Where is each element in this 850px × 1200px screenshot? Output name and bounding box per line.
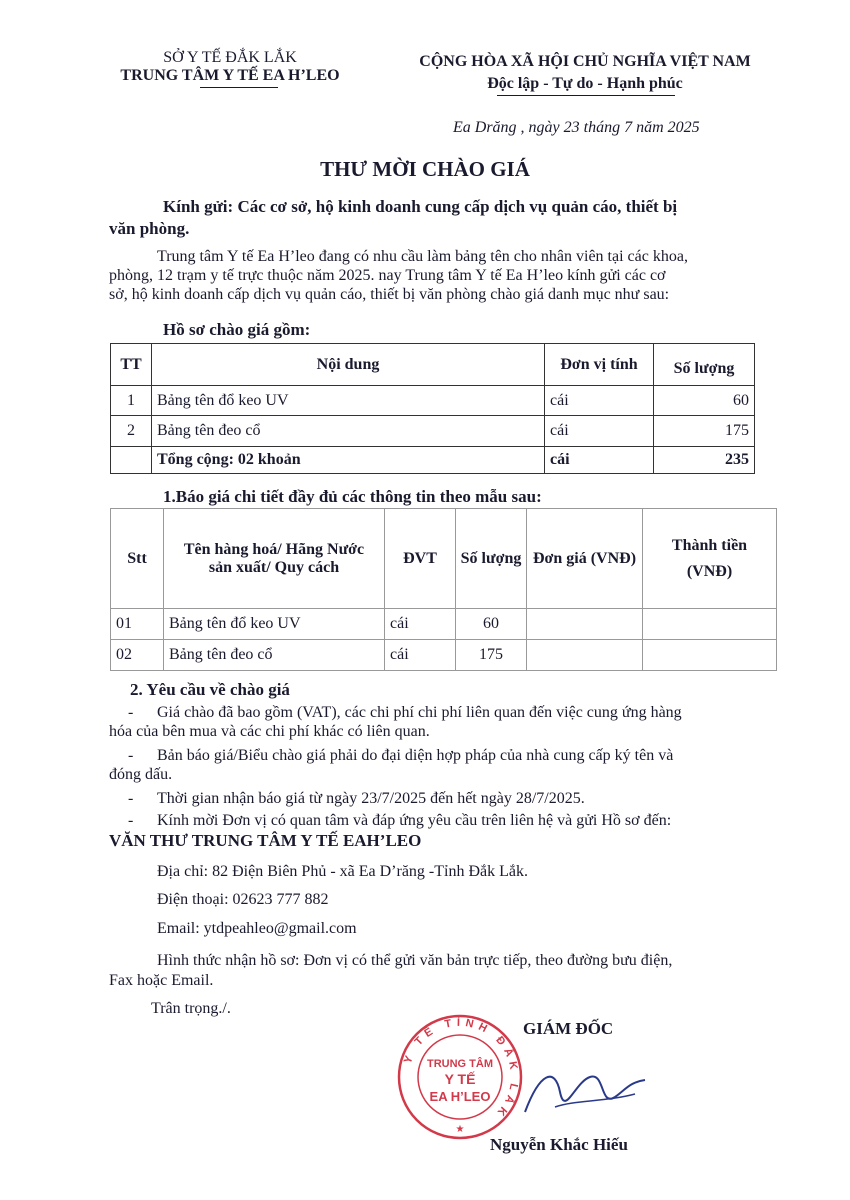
total-unit: cái: [545, 447, 654, 474]
intro-line-3: sở, hộ kinh doanh cấp dịch vụ quản cáo, thiết bị văn phòng chào giá danh mục như sau:: [109, 286, 670, 303]
row-dvt: cái: [385, 640, 456, 671]
handwritten-signature: [515, 1052, 655, 1132]
stamp-star-icon: ★: [455, 1124, 465, 1135]
row-stt: 02: [111, 640, 164, 671]
row-price-empty: [527, 640, 643, 671]
summary-header-row: [111, 344, 755, 386]
col-header-dvt: ĐVT: [385, 509, 456, 609]
stamp-ring-text: Y TẾ TỈNH ĐẮK LẮK: [401, 1016, 521, 1122]
table-row: [111, 416, 755, 447]
req-4: Kính mời Đơn vị có quan tâm và đáp ứng yêu cầu trên liên hệ và gửi Hồ sơ đến:: [157, 812, 672, 829]
col-header-stt: Stt: [111, 509, 164, 609]
stamp-line-3: EA H’LEO: [429, 1089, 491, 1104]
row-qty: 175: [654, 416, 755, 447]
col-header-name: [164, 509, 385, 609]
org-underline: [200, 87, 278, 88]
contact-method-line-1: Hình thức nhận hồ sơ: Đơn vị có thể gửi văn bản trực tiếp, theo đường bưu điện,: [157, 952, 673, 969]
row-content: Bảng tên đổ keo UV: [152, 386, 545, 416]
row-dvt: cái: [385, 609, 456, 640]
req-1-line-1: Giá chào đã bao gồm (VAT), các chi phí chi phí liên quan đến việc cung ứng hàng: [157, 704, 682, 721]
total-tt-empty: [111, 447, 152, 474]
section-2: 2. Yêu cầu về chào giá: [130, 680, 290, 699]
col-header-name-l1: Tên hàng hoá/ Hãng Nước: [183, 540, 365, 558]
quotation-header-row: [111, 509, 777, 609]
contact-method-line-2: Fax hoặc Email.: [109, 972, 214, 989]
row-qty: 60: [654, 386, 755, 416]
col-header-name-l2: sản xuất/ Quy cách: [208, 558, 340, 576]
summary-total-row: [111, 447, 755, 474]
col-header-total-l2: (VNĐ): [686, 562, 733, 580]
row-tt: 1: [111, 386, 152, 416]
col-header-content: Nội dung: [152, 344, 545, 386]
closing: Trân trọng./.: [151, 1000, 231, 1017]
contact-address: Địa chỉ: 82 Điện Biên Phủ - xã Ea D’răng -Tỉnh Đắk Lắk.: [157, 863, 529, 880]
contact-heading: VĂN THƯ TRUNG TÂM Y TẾ EAH’LEO: [109, 831, 422, 850]
signature-name: Nguyễn Khắc Hiếu: [490, 1135, 628, 1154]
req-dash-2: -: [128, 747, 134, 764]
col-header-unit: Đơn vị tính: [545, 344, 654, 386]
table-row: [111, 386, 755, 416]
row-name: Bảng tên đổ keo UV: [164, 609, 385, 640]
row-content: Bảng tên đeo cổ: [152, 416, 545, 447]
col-header-qty: Số lượng: [654, 344, 755, 386]
req-dash-4: -: [128, 812, 134, 829]
row-name: Bảng tên đeo cổ: [164, 640, 385, 671]
row-stt: 01: [111, 609, 164, 640]
table-row: [111, 640, 777, 671]
col-header-total: [643, 509, 777, 609]
document-title: THƯ MỜI CHÀO GIÁ: [320, 157, 530, 181]
stamp-line-2: Y TẾ: [444, 1071, 476, 1087]
req-dash-1: -: [128, 704, 134, 721]
recipient-line-1: Kính gửi: Các cơ sở, hộ kinh doanh cung cấp dịch vụ quản cáo, thiết bị: [163, 197, 678, 216]
total-qty: 235: [654, 447, 755, 474]
row-price-empty: [527, 609, 643, 640]
req-dash-3: -: [128, 790, 134, 807]
stamp-line-1: TRUNG TÂM: [427, 1058, 493, 1070]
total-label: Tổng cộng: 02 khoản: [152, 447, 545, 474]
intro-line-1: Trung tâm Y tế Ea H’leo đang có nhu cầu làm bảng tên cho nhân viên tại các khoa,: [157, 248, 688, 265]
motto-underline: [497, 95, 675, 96]
contact-email: Email: ytdpeahleo@gmail.com: [157, 920, 357, 937]
row-total-empty: [643, 609, 777, 640]
req-1-line-2: hóa của bên mua và các chi phí khác có liên quan.: [109, 723, 430, 740]
req-2-line-1: Bản báo giá/Biểu chào giá phải do đại diện hợp pháp của nhà cung cấp ký tên và: [157, 747, 674, 764]
col-header-qty: Số lượng: [456, 509, 527, 609]
national-motto: Độc lập - Tự do - Hạnh phúc: [487, 75, 683, 92]
col-header-price: Đơn giá (VNĐ): [527, 509, 643, 609]
row-unit: cái: [545, 386, 654, 416]
quotation-table: [110, 508, 777, 671]
document-date: Ea Drăng , ngày 23 tháng 7 năm 2025: [453, 119, 700, 136]
row-qty: 60: [456, 609, 527, 640]
table-row: [111, 609, 777, 640]
org-name: TRUNG TÂM Y TẾ EA H’LEO: [120, 67, 340, 84]
col-header-total-l1: Thành tiền: [671, 536, 748, 554]
row-tt: 2: [111, 416, 152, 447]
signature-title: GIÁM ĐỐC: [523, 1019, 614, 1038]
row-qty: 175: [456, 640, 527, 671]
summary-table: [110, 343, 755, 474]
org-parent: SỞ Y TẾ ĐẮK LẮK: [163, 49, 297, 66]
section-hoso: Hồ sơ chào giá gồm:: [163, 320, 311, 339]
row-total-empty: [643, 640, 777, 671]
section-1: 1.Báo giá chi tiết đầy đủ các thông tin theo mẫu sau:: [163, 487, 542, 506]
recipient-line-2: văn phòng.: [109, 219, 190, 238]
national-title: CỘNG HÒA XÃ HỘI CHỦ NGHĨA VIỆT NAM: [419, 53, 751, 70]
req-2-line-2: đóng dấu.: [109, 766, 173, 783]
intro-line-2: phòng, 12 trạm y tế trực thuộc năm 2025. nay Trung tâm Y tế Ea H’leo kính gửi các cơ: [109, 267, 666, 284]
req-3: Thời gian nhận báo giá từ ngày 23/7/2025 đến hết ngày 28/7/2025.: [157, 790, 585, 807]
official-stamp: [395, 1012, 525, 1142]
row-unit: cái: [545, 416, 654, 447]
contact-phone: Điện thoại: 02623 777 882: [157, 891, 329, 908]
col-header-tt: TT: [111, 344, 152, 386]
